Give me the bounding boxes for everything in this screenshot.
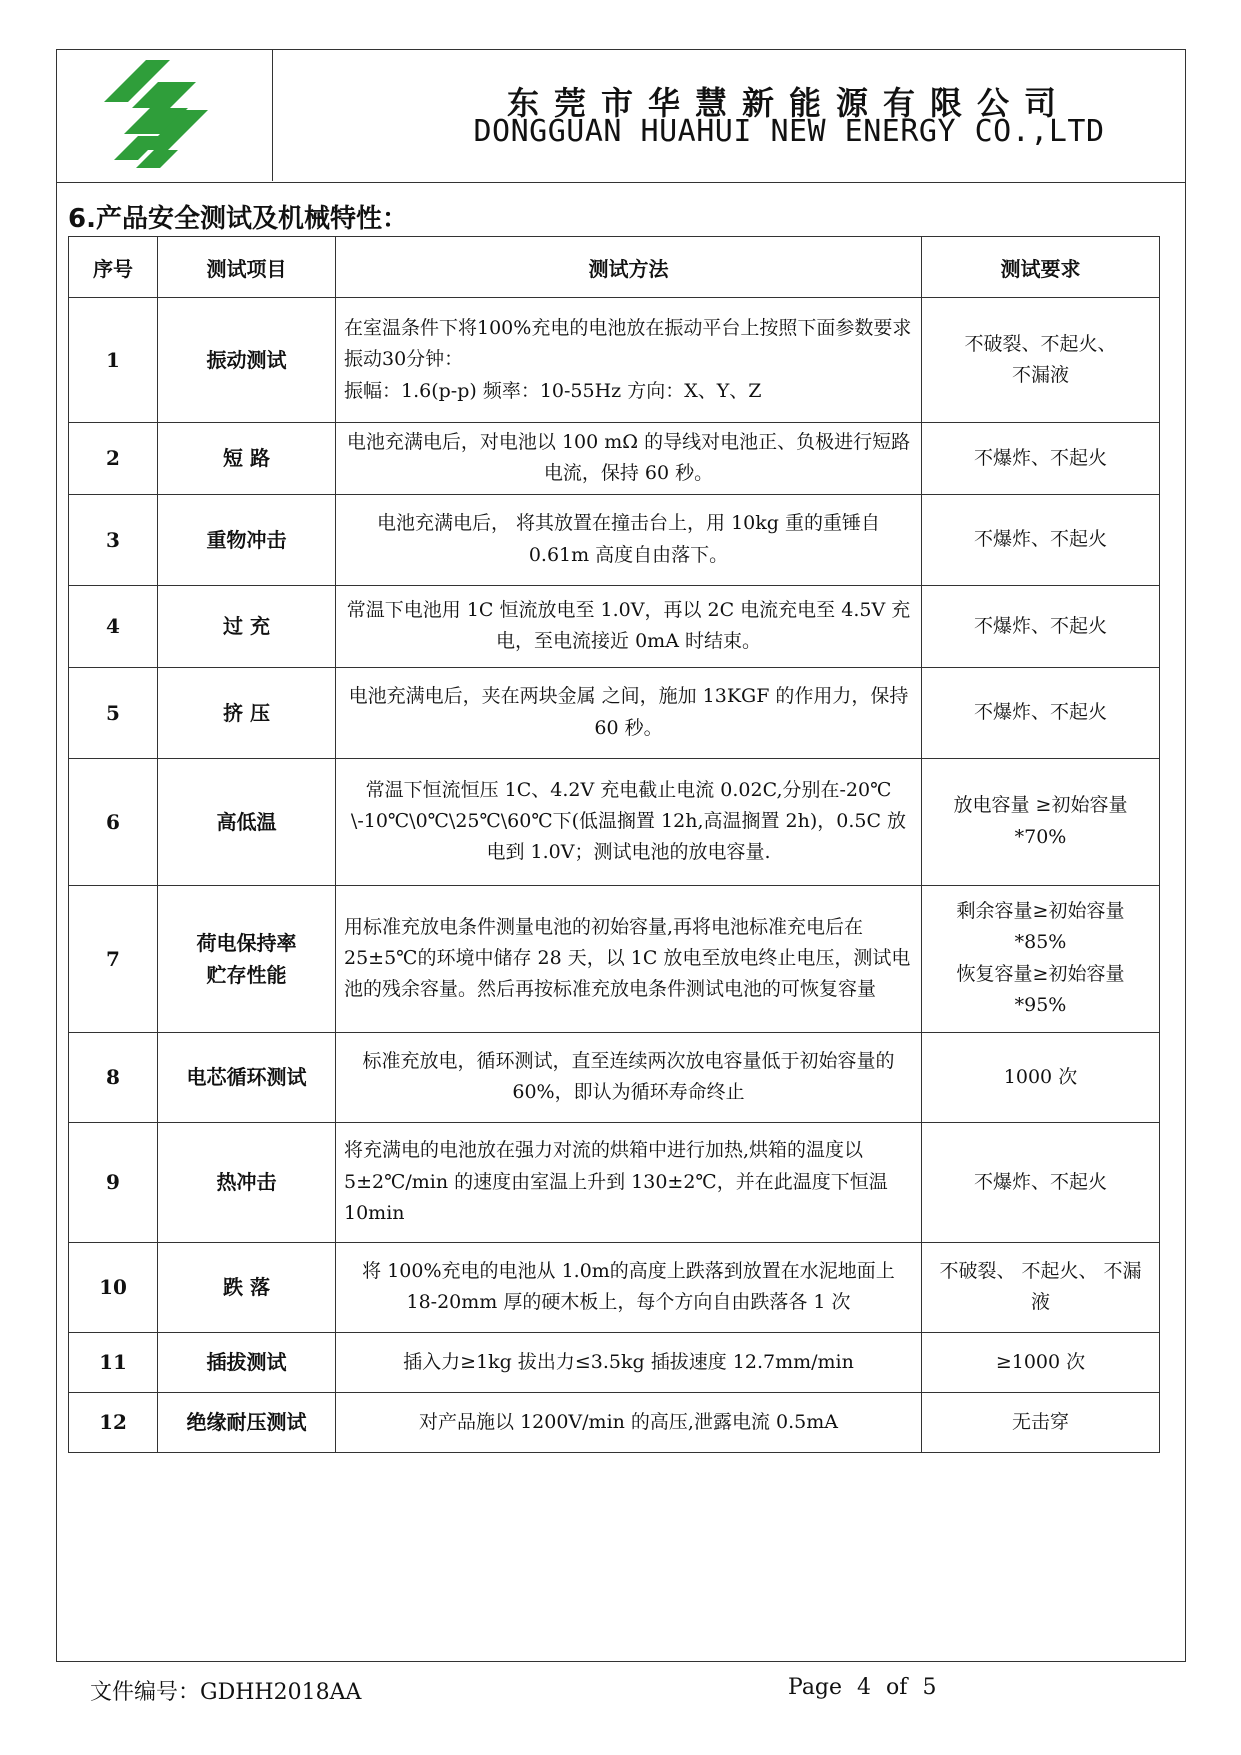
letterhead [57,50,1185,183]
test-requirement: 不爆炸、不起火 [922,1122,1160,1242]
row-number: 4 [69,585,158,667]
row-number: 6 [69,758,158,885]
test-item: 短 路 [158,423,336,495]
test-requirement: 不爆炸、不起火 [922,585,1160,667]
test-requirement: 不破裂、不起火、 不漏液 [922,298,1160,423]
row-number: 10 [69,1242,158,1332]
table-row [69,667,1160,758]
table-row [69,494,1160,585]
test-requirement: 1000 次 [922,1032,1160,1122]
table-row [69,298,1160,423]
row-number: 11 [69,1332,158,1392]
table-row [69,1332,1160,1392]
table-row [69,1122,1160,1242]
test-method: 对产品施以 1200V/min 的高压,泄露电流 0.5mA [336,1392,922,1452]
company-name-en: DONGGUAN HUAHUI NEW ENERGY CO.,LTD [473,114,1105,149]
row-number: 7 [69,885,158,1032]
page-current: 4 [857,1675,872,1700]
test-method: 电池充满电后，夹在两块金属 之间，施加 13KGF 的作用力，保持 60 秒。 [336,667,922,758]
header-no: 序号 [69,237,158,298]
document-number: 文件编号：GDHH2018AA [90,1680,362,1705]
test-item: 振动测试 [158,298,336,423]
test-item: 跌 落 [158,1242,336,1332]
table-row [69,1032,1160,1122]
row-number: 8 [69,1032,158,1122]
test-item: 插拔测试 [158,1332,336,1392]
test-method: 电池充满电后， 将其放置在撞击台上，用 10kg 重的重锤自 0.61m 高度自由落下。 [336,494,922,585]
logo-cell [57,50,273,181]
row-number: 1 [69,298,158,423]
table-row [69,758,1160,885]
test-item: 高低温 [158,758,336,885]
test-requirement: 无击穿 [922,1392,1160,1452]
row-number: 9 [69,1122,158,1242]
page-total: 5 [922,1675,937,1700]
header-method: 测试方法 [336,237,922,298]
test-requirement: 不爆炸、不起火 [922,423,1160,495]
test-requirement: 不爆炸、不起火 [922,667,1160,758]
table-row [69,423,1160,495]
test-item: 荷电保持率 贮存性能 [158,885,336,1032]
test-method: 常温下恒流恒压 1C、4.2V 充电截止电流 0.02C,分别在-20℃\-10℃\0℃\25℃\60℃下(低温搁置 12h,高温搁置 2h)，0.5C 放电到 1.0V；测试电池的放电容量. [336,758,922,885]
test-requirement: 放电容量 ≥初始容量 *70% [922,758,1160,885]
section-title: 6.产品安全测试及机械特性： [68,204,408,234]
test-item: 电芯循环测试 [158,1032,336,1122]
test-requirement: 不破裂、 不起火、 不漏液 [922,1242,1160,1332]
company-logo-icon [98,58,218,172]
table-row [69,585,1160,667]
test-item: 绝缘耐压测试 [158,1392,336,1452]
table-header-row [69,237,1160,298]
table-row [69,1392,1160,1452]
test-method: 用标准充放电条件测量电池的初始容量,再将电池标准充电后在 25±5℃的环境中储存 28 天，以 1C 放电至放电终止电压，测试电池的残余容量。然后再按标准充放电条件测试电池的可恢复容量 [336,885,922,1032]
test-item: 挤 压 [158,667,336,758]
table-row [69,1242,1160,1332]
test-method: 电池充满电后，对电池以 100 mΩ 的导线对电池正、负极进行短路电流，保持 60 秒。 [336,423,922,495]
test-method: 插入力≥1kg 拔出力≤3.5kg 插拔速度 12.7mm/min [336,1332,922,1392]
test-item: 过 充 [158,585,336,667]
header-item: 测试项目 [158,237,336,298]
row-number: 2 [69,423,158,495]
company-name-block [273,50,1185,181]
test-requirement: 剩余容量≥初始容量 *85% 恢复容量≥初始容量 *95% [922,885,1160,1032]
row-number: 5 [69,667,158,758]
test-item: 热冲击 [158,1122,336,1242]
test-method: 在室温条件下将100%充电的电池放在振动平台上按照下面参数要求振动30分钟： 振幅：1.6(p-p) 频率：10-55Hz 方向：X、Y、Z [336,298,922,423]
page-label: Page [788,1675,843,1700]
test-requirement: ≥1000 次 [922,1332,1160,1392]
test-method: 将 100%充电的电池从 1.0m的高度上跌落到放置在水泥地面上 18-20mm 厚的硬木板上，每个方向自由跌落各 1 次 [336,1242,922,1332]
test-method: 将充满电的电池放在强力对流的烘箱中进行加热,烘箱的温度以 5±2℃/min 的速度由室温上升到 130±2℃，并在此温度下恒温 10min [336,1122,922,1242]
test-requirement: 不爆炸、不起火 [922,494,1160,585]
row-number: 3 [69,494,158,585]
test-method: 常温下电池用 1C 恒流放电至 1.0V，再以 2C 电流充电至 4.5V 充电，至电流接近 0mA 时结束。 [336,585,922,667]
test-item: 重物冲击 [158,494,336,585]
safety-test-table [68,236,1160,1453]
page-of: of [886,1675,908,1700]
header-requirement: 测试要求 [922,237,1160,298]
page-indicator [788,1675,944,1700]
table-row [69,885,1160,1032]
row-number: 12 [69,1392,158,1452]
test-method: 标准充放电，循环测试，直至连续两次放电容量低于初始容量的 60%，即认为循环寿命终止 [336,1032,922,1122]
company-name-cn: 东莞市华慧新能源有限公司 [506,84,1071,122]
